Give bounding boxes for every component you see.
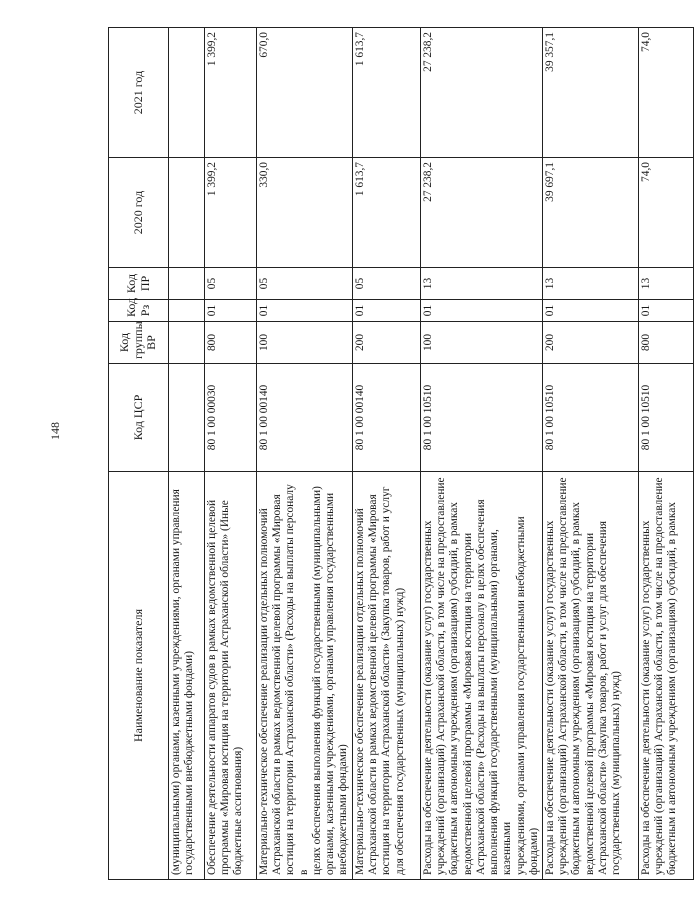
row-2021: 74,0: [638, 28, 693, 158]
table-row: [257, 28, 353, 880]
row-name: [353, 472, 421, 880]
header-rz: Код Рз: [109, 300, 169, 322]
row-vr: 800: [638, 322, 693, 364]
row-pr: [169, 268, 205, 300]
row-2020: 27 238,2: [421, 158, 543, 268]
row-2020: 39 697,1: [542, 158, 638, 268]
row-name: [542, 472, 638, 880]
header-csr: Код ЦСР: [109, 364, 169, 472]
row-name-line: Материально-техническое обеспечение реализации отдельных полномочий: [354, 508, 366, 875]
row-2020: 74,0: [638, 158, 693, 268]
row-name-line: для обеспечения государственных (муниципальных) нужд): [393, 587, 406, 875]
row-name-line: органами, казенными учреждениями, органами управления государственными: [324, 492, 337, 875]
table-row: [638, 28, 693, 880]
row-name-line: Материально-техническое обеспечение реализации отдельных полномочий: [258, 508, 270, 875]
row-2021: 27 238,2: [421, 28, 543, 158]
header-vr: Код группы ВР: [109, 322, 169, 364]
row-name: [205, 472, 257, 880]
row-name-line: бюджетные ассигнования): [232, 746, 245, 875]
row-rz: [169, 300, 205, 322]
row-csr: 80 1 00 10510: [542, 364, 638, 472]
row-vr: 200: [353, 322, 421, 364]
row-name-line: программы «Мировая юстиция на территории Астраханской области» (Иные: [219, 500, 232, 875]
table-row: [205, 28, 257, 880]
row-name-line: учреждений (организаций) Астраханской области, в том числе на предоставление: [557, 477, 570, 875]
row-name-line: ведомственной целевой программы «Мировая юстиция на территории: [583, 532, 596, 875]
header-2021: 2021 год: [109, 28, 169, 158]
row-2020: 1 613,7: [353, 158, 421, 268]
row-name: [169, 472, 205, 880]
row-name-line: Астраханской области в рамках ведомственной целевой программы «Мировая: [271, 494, 284, 875]
row-name-line: Астраханской области в рамках ведомственной целевой программы «Мировая: [367, 494, 380, 875]
row-csr: 80 1 00 00140: [257, 364, 353, 472]
row-2020: 1 399,2: [205, 158, 257, 268]
row-vr: 100: [421, 322, 543, 364]
row-name-line: учреждениями, органами управления государственными внебюджетными фондами): [514, 516, 540, 875]
row-2020: 330,0: [257, 158, 353, 268]
row-vr: 200: [542, 322, 638, 364]
row-name-line: Расходы на обеспечение деятельности (оказание услуг) государственных: [639, 520, 652, 875]
row-2021: 39 357,1: [542, 28, 638, 158]
row-name-line: юстиция на территории Астраханской области» (Закупка товаров, работ и услуг: [380, 486, 393, 875]
row-csr: 80 1 00 10510: [638, 364, 693, 472]
row-vr: [169, 322, 205, 364]
row-pr: 13: [421, 268, 543, 300]
row-2021: [169, 28, 205, 158]
row-name-line: Обеспечение деятельности аппаратов судов в рамках ведомственной целевой: [206, 499, 218, 875]
table-row: [542, 28, 638, 880]
row-name: [257, 472, 353, 880]
row-2021: 1 399,2: [205, 28, 257, 158]
header-pr: Код ПР: [109, 268, 169, 300]
row-2020: [169, 158, 205, 268]
table-row: [353, 28, 421, 880]
row-name-line: государственных (муниципальных) нужд): [610, 671, 623, 875]
row-pr: 05: [353, 268, 421, 300]
row-name-line: Расходы на обеспечение деятельности (оказание услуг) государственных: [422, 520, 434, 875]
row-rz: 01: [257, 300, 353, 322]
table-row: [169, 28, 205, 880]
row-name: [638, 472, 693, 880]
row-pr: 05: [257, 268, 353, 300]
row-name-line: бюджетным и автономным учреждениям (организациям) субсидий, в рамках: [666, 502, 679, 875]
row-2021: 670,0: [257, 28, 353, 158]
row-name-line: целях обеспечения выполнения функций государственными (муниципальными): [310, 486, 323, 875]
row-name-line: Астраханской области» (Закупка товаров, работ и услуг для обеспечения: [596, 521, 609, 875]
row-pr: 05: [205, 268, 257, 300]
row-rz: 01: [542, 300, 638, 322]
row-name-line: юстиция на территории Астраханской области» (Расходы на выплаты персоналу в: [284, 484, 310, 875]
row-name-line: ведомственной целевой программы «Мировая юстиция на территории: [461, 532, 474, 875]
rotated-page: [108, 28, 679, 880]
row-vr: 800: [205, 322, 257, 364]
budget-table: [108, 27, 694, 880]
row-pr: 13: [542, 268, 638, 300]
row-csr: 80 1 00 00140: [353, 364, 421, 472]
page-number: 148: [48, 422, 62, 440]
row-pr: 13: [638, 268, 693, 300]
row-rz: 01: [421, 300, 543, 322]
row-csr: 80 1 00 00030: [205, 364, 257, 472]
row-name-line: Астраханской области» (Расходы на выплаты персоналу в целях обеспечения: [474, 499, 487, 875]
header-2020: 2020 год: [109, 158, 169, 268]
row-csr: 80 1 00 10510: [421, 364, 543, 472]
row-name-line: бюджетным и автономным учреждениям (организациям) субсидий, в рамках: [448, 502, 461, 875]
table-row: [421, 28, 543, 880]
row-name-line: внебюджетными фондами): [337, 744, 350, 875]
row-rz: 01: [205, 300, 257, 322]
row-name-line: бюджетным и автономным учреждениям (организациям) субсидий, в рамках: [570, 502, 583, 875]
row-name-line: выполнения функций государственными (муниципальными) органами, казенными: [488, 529, 514, 875]
row-vr: 100: [257, 322, 353, 364]
row-rz: 01: [353, 300, 421, 322]
row-csr: [169, 364, 205, 472]
row-name-line: Расходы на обеспечение деятельности (оказание услуг) государственных: [543, 520, 556, 875]
row-2021: 1 613,7: [353, 28, 421, 158]
row-name-line: учреждений (организаций) Астраханской области, в том числе на предоставление: [653, 477, 666, 875]
row-name-line: государственными внебюджетными фондами): [183, 650, 196, 875]
row-name-line: (муниципальными) органами, казенными учреждениями, органами управления: [170, 489, 182, 875]
row-name-line: учреждений (организаций) Астраханской области, в том числе на предоставление: [435, 477, 448, 875]
header-row: [109, 28, 169, 880]
row-name: [421, 472, 543, 880]
row-rz: 01: [638, 300, 693, 322]
header-name: Наименование показателя: [109, 472, 169, 880]
